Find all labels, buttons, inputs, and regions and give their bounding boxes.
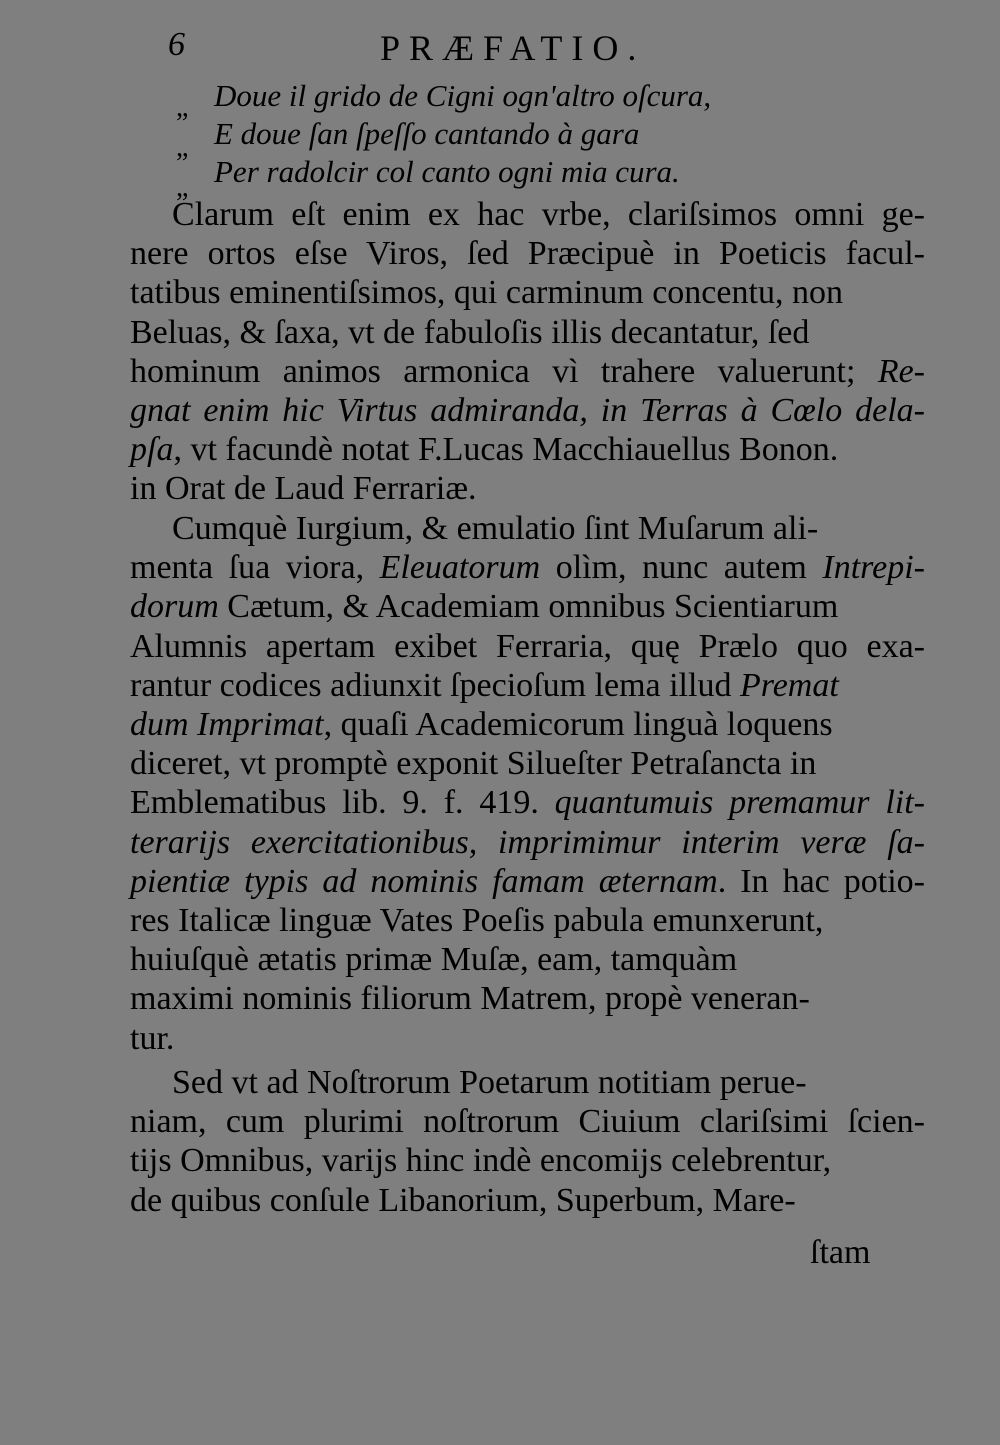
- text-run: rantur codices adiunxit ſpecioſum lema illud: [130, 666, 740, 704]
- italic-run: Premat: [739, 666, 839, 704]
- text-line: [130, 433, 838, 467]
- italic-run: quantumuis premamur lit-: [554, 784, 925, 822]
- text-run: huiuſquè ætatis primæ Muſæ, eam, tamquàm: [130, 941, 738, 979]
- text-run: niam, cum plurimi noſtrorum Ciuium clariſsimi ſcien-: [130, 1103, 925, 1141]
- text-run: Clarum eſt enim ex hac vrbe, clariſsimos omni ge-: [172, 196, 925, 233]
- text-run: olìm, nunc autem: [540, 549, 823, 587]
- text-line: [130, 708, 833, 742]
- text-run: Beluas, & ſaxa, vt de fabuloſis illis decantatur, ſed: [130, 313, 810, 351]
- page-number: 6: [168, 26, 185, 63]
- italic-run: dum Imprimat: [130, 706, 324, 743]
- text-line: [130, 627, 925, 665]
- text-line: [130, 666, 839, 704]
- text-run: Sed vt ad Noſtrorum Poetarum notitiam perue-: [172, 1064, 807, 1101]
- catchword: ſtam: [810, 1234, 871, 1271]
- text-line: [130, 276, 843, 310]
- text-line: [130, 943, 737, 977]
- text-line: [130, 1019, 175, 1057]
- text-run: , vt facundè notat F.Lucas Macchiauellus Bonon.: [173, 431, 839, 469]
- text-line: [130, 904, 823, 938]
- running-head: PRÆFATIO.: [380, 28, 646, 68]
- text-run: Emblematibus lib. 9. f. 419.: [130, 784, 555, 822]
- italic-run: terarijs exercitationibus, imprimimur interim veræ ſa-: [130, 823, 925, 861]
- text-line: [130, 590, 838, 624]
- verse-line: Doue il grido de Cigni ogn'altro oſcura,: [214, 78, 712, 113]
- text-line: [130, 1181, 796, 1219]
- text-run: tur.: [130, 1019, 175, 1057]
- italic-run: Intrepi-: [822, 549, 925, 587]
- verse-quote-mark: „: [176, 132, 189, 163]
- text-line: [130, 313, 810, 351]
- text-run: tijs Omnibus, varijs hinc indè encomijs celebrentur,: [130, 1142, 832, 1180]
- text-run: Cumquè Iurgium, & emulatio ſint Muſarum ali-: [172, 510, 819, 547]
- text-run: res Italicæ linguæ Vates Poeſis pabula emunxerunt,: [130, 902, 824, 939]
- text-run: . In hac potio-: [717, 862, 926, 900]
- verse-line: Per radolcir col canto ogni mia cura.: [214, 154, 680, 189]
- text-line: [172, 512, 818, 546]
- verse-quote-mark: „: [176, 92, 189, 123]
- italic-run: Eleuatorum: [379, 549, 541, 587]
- text-line: [130, 982, 810, 1016]
- text-run: Alumnis apertam exibet Ferraria, quę Prælo quo exa-: [130, 627, 925, 665]
- italic-run: gnat enim hic Virtus admiranda, in Terras à Cœlo dela-: [130, 392, 925, 429]
- text-line: [130, 472, 477, 506]
- text-line: [130, 786, 925, 820]
- text-run: nere ortos eſse Viros, ſed Præcipuè in Poeticis facul-: [130, 235, 925, 273]
- text-line: [130, 1144, 831, 1178]
- text-line: [130, 237, 925, 271]
- verse-quote-mark: „: [176, 172, 189, 203]
- text-line: [172, 198, 925, 232]
- italic-run: dorum: [130, 588, 219, 626]
- text-line: [130, 1105, 925, 1139]
- text-line: [130, 551, 925, 585]
- verse-line: E doue ſan ſpeſſo cantando à gara: [214, 116, 640, 151]
- text-line: [130, 394, 925, 428]
- text-line: [130, 823, 925, 861]
- italic-run: Re-: [877, 352, 925, 390]
- text-run: tatibus eminentiſsimos, qui carminum concentu, non: [130, 274, 843, 312]
- italic-run: pſa: [130, 431, 174, 469]
- text-run: diceret, vt promptè exponit Silueſter Petraſancta in: [130, 745, 817, 783]
- text-line: [130, 352, 925, 390]
- text-run: menta ſua viora,: [130, 549, 380, 587]
- text-line: [130, 747, 816, 781]
- text-line: [172, 1066, 807, 1100]
- text-line: [130, 862, 926, 900]
- text-run: de quibus conſule Libanorium, Superbum, Mare-: [130, 1181, 796, 1219]
- text-run: in Orat de Laud Ferrariæ.: [130, 470, 477, 508]
- text-run: maximi nominis filiorum Matrem, propè veneran-: [130, 980, 810, 1018]
- italic-run: pientiæ typis ad nominis famam æternam: [130, 862, 718, 900]
- text-run: hominum animos armonica vì trahere valuerunt;: [130, 352, 878, 390]
- text-run: Cætum, & Academiam omnibus Scientiarum: [218, 588, 839, 626]
- text-run: , quaſi Academicorum linguà loquens: [323, 706, 833, 743]
